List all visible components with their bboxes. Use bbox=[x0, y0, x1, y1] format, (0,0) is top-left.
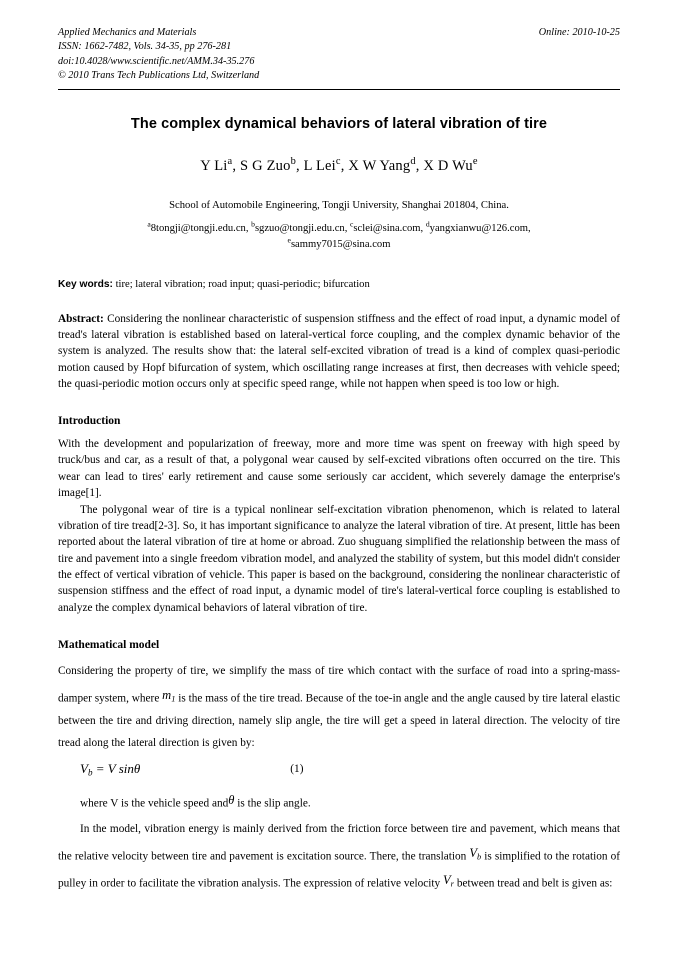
page-title: The complex dynamical behaviors of lateral vibration of tire bbox=[130, 115, 548, 132]
equation-1: $V_b = V$ sinθ bbox=[80, 760, 141, 778]
email-2-sup: b bbox=[251, 219, 255, 229]
math-p3-part-b-pre: means that the relative velocity between tire and pavement is excitation source. There, the translation bbox=[58, 823, 621, 863]
author-1-sup: a bbox=[227, 156, 233, 168]
email-5[interactable]: sammy7015@sina.com bbox=[290, 238, 391, 250]
intro-paragraph-2: The polygonal wear of tire is a typical nonlinear self-excitation vibration phenomenon, which is related to lateral vibration of tire tread[2-3]. So, it has important significance to analyze the lateral vibration of tire. At present, little has been reported about the lateral vibration of tire at home or abroad. Zuo shuguang simplified the relationship between the mass of tire and pavement into a single freedom vibration model, and analyzed the stability of system, but this model didn't consider the effect of vertical vibration of vehicle. This paper is based on the background, considering the nonlinear characteristic of suspension stiffness and the effect of road input, a dynamic model of tire's lateral-vertical force coupling is established to analyze the complex dynamical behaviors of lateral vibration of tire. bbox=[58, 503, 620, 614]
variable-vb: $V_b$ bbox=[469, 845, 482, 862]
copyright-line: © 2010 Trans Tech Publications Ltd, Switzerland bbox=[58, 70, 260, 82]
math-p1-part-b-pre: spring-mass-damper system, where bbox=[58, 665, 620, 705]
author-5-sup: e bbox=[472, 156, 478, 168]
email-3-sup: c bbox=[350, 219, 354, 229]
section-heading-mathematical-model: Mathematical model bbox=[58, 639, 160, 652]
email-3[interactable]: sclei@sina.com, bbox=[353, 222, 424, 234]
journal-name: Applied Mechanics and Materials bbox=[58, 27, 197, 38]
math-p3-part-a: In the model, vibration energy is mainly derived from the friction force between tire and pavement, which bbox=[80, 823, 568, 836]
author-1: Y Li$^a$ bbox=[200, 156, 233, 174]
keywords-label: Key words: bbox=[58, 278, 113, 290]
email-5-sup: e bbox=[287, 235, 291, 245]
email-block bbox=[58, 221, 620, 253]
email-line-1 bbox=[58, 221, 620, 237]
math-p1-part-b-post: is the mass of the tire tread. Because of the toe-in angle and the angle caused by tire lateral elastic between the tire and driving direction, namely slip angle, the tire will get a speed in lateral direction. The velocity of tire tread along the lateral direction is given by: bbox=[58, 692, 620, 750]
email-4-sup: d bbox=[425, 219, 430, 229]
online-date: Online: 2010-10-25 bbox=[538, 27, 620, 38]
author-4-sup: d bbox=[410, 156, 416, 168]
keywords-value: tire; lateral vibration; road input; quasi-periodic; bifurcation bbox=[115, 278, 370, 290]
author-2: S G Zuo$^b$ bbox=[240, 156, 296, 174]
math-p2-pre: where V is the vehicle speed and bbox=[80, 796, 229, 809]
issn-line: ISSN: 1662-7482, Vols. 34-35, pp 276-281 bbox=[58, 41, 232, 53]
author-list: Y Li$^a$, S G Zuo$^b$, L Lei$^c$, X W Yang$^d$, X D Wu$^e$ bbox=[200, 156, 478, 174]
email-4[interactable]: yangxianwu@126.com, bbox=[429, 222, 531, 234]
math-p3-part-c-pre: velocity bbox=[403, 877, 441, 890]
header-divider bbox=[58, 89, 620, 90]
math-paragraph-2 bbox=[58, 788, 620, 815]
math-p1-part-a: Considering the property of tire, we simplify the mass of tire which contact with the surface of road into a bbox=[58, 665, 558, 678]
math-p3-part-b-post: is simplified to the rotation of pulley in order to facilitate the vibration analysis. The expression of relative bbox=[58, 850, 620, 890]
header-left-block bbox=[58, 26, 259, 84]
math-p2-post: is the slip angle. bbox=[237, 796, 311, 809]
author-5: X D Wu$^e$ bbox=[423, 156, 478, 174]
affiliation: School of Automobile Engineering, Tongji University, Shanghai 201804, China. bbox=[169, 199, 509, 211]
math-paragraph-1 bbox=[58, 660, 620, 755]
author-4: X W Yang$^d$ bbox=[348, 156, 416, 174]
email-2[interactable]: sgzuo@tongji.edu.cn, bbox=[254, 222, 348, 234]
math-p3-part-c-post: between tread and belt is given as: bbox=[456, 877, 613, 890]
variable-vr: $V_r$ bbox=[443, 872, 454, 889]
doi-line: doi:10.4028/www.scientific.net/AMM.34-35.276 bbox=[58, 55, 255, 67]
variable-theta: θ bbox=[228, 792, 235, 807]
abstract-label: Abstract: bbox=[58, 312, 104, 325]
abstract bbox=[58, 311, 620, 392]
abstract-text: Considering the nonlinear characteristic of suspension stiffness and the effect of road input, a dynamic model of tread's lateral vibration is established based on lateral-vertical force coupling, and the complex dynamic behavior of the system is analyzed. The results show that: the lateral self-excited vibration of tread is a kind of complex quasi-periodic motion caused by Hopf bifurcation of system, which oscillating range increases at first, then decreases with vehicle speed; the quasi-periodic motion occurs only at specific speed range, while not happen when speed is too low or high. bbox=[58, 312, 620, 390]
keywords-line bbox=[58, 279, 620, 290]
author-2-sup: b bbox=[290, 156, 296, 168]
equation-1-row bbox=[58, 761, 620, 778]
email-1[interactable]: 8tongji@tongji.edu.cn, bbox=[150, 222, 249, 234]
author-3-sup: c bbox=[335, 156, 341, 168]
email-1-sup: a bbox=[147, 219, 151, 229]
author-3: L Lei$^c$ bbox=[303, 156, 341, 174]
equation-1-number: (1) bbox=[290, 763, 304, 776]
page-header bbox=[58, 26, 620, 84]
intro-paragraph-1: With the development and popularization of freeway, more and more time was spent on freeway with high speed by truck/bus and car, as a result of that, a polygonal wear caused by self-excited vibrations often occurred on the tire. This wear can lead to tires' early retirement and cause some seriously car accident, which severely damage the enterprise's image[1]. bbox=[58, 438, 620, 500]
variable-m1: $m_1$ bbox=[162, 687, 176, 704]
math-paragraph-3 bbox=[58, 818, 620, 894]
email-line-2 bbox=[58, 237, 620, 253]
section-heading-introduction: Introduction bbox=[58, 415, 121, 428]
